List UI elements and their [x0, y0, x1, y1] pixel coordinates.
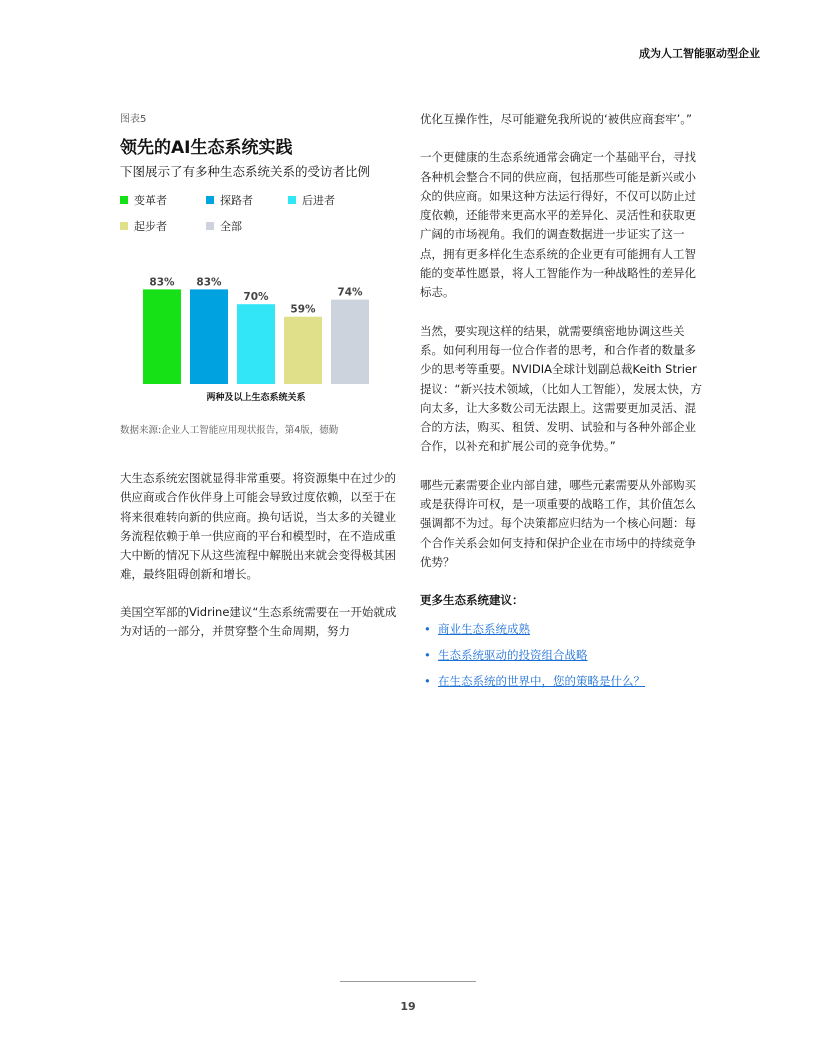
bullet-icon: •	[424, 622, 431, 637]
body-paragraph: 美国空军部的Vidrine建议“生态系统需要在一开始就成为对话的一部分，并贯穿整个生命周期，努力	[120, 604, 397, 639]
bar-value-label: 70%	[243, 291, 269, 304]
recommendation-links	[420, 622, 702, 689]
list-item	[420, 648, 702, 663]
legend-swatch	[288, 196, 296, 204]
bar-4	[284, 317, 322, 384]
bar-value-label: 83%	[196, 276, 222, 289]
figure-source: 数据来源:企业人工智能应用现状报告，第4版，德勤	[120, 425, 339, 436]
legend-swatch	[120, 196, 128, 204]
bar-5	[331, 300, 369, 384]
left-column	[120, 110, 398, 639]
legend-label: 探路者	[220, 194, 253, 207]
list-item	[420, 674, 702, 689]
legend-swatch	[206, 196, 214, 204]
legend-item	[120, 194, 167, 208]
left-body	[120, 469, 398, 659]
body-paragraph: 哪些元素需要企业内部自建，哪些元素需要从外部购买或是获得许可权，是一项重要的战略工作，其价值怎么强调都不为过。每个决策都应归结为一个核心问题：每个合作关系会如何支持和保护企业在市场中的持续竞争优势？	[420, 477, 696, 569]
bar-2	[190, 289, 228, 384]
legend-label: 后进者	[302, 194, 335, 207]
legend-label: 变革者	[134, 194, 167, 207]
figure-title: 领先的AI生态系统实践	[120, 138, 293, 158]
body-paragraph: 当然，要实现这样的结果，就需要缜密地协调这些关系。如何利用每一位合作者的思考，和合作者的数量多少的思考等重要。NVIDIA全球计划副总裁Keith Strier 提议：“新兴技术领域，（比如人工智能），发展太快，方向太多，让大多数公司无法跟上。这需要更加灵活、混合的方法，购买、租赁、发明、试验和与各种外部企业合作，以补充和扩展公司的竞争优势。”	[420, 323, 702, 454]
body-paragraph: 优化互操作性，尽可能避免我所说的‘被供应商套牢’。”	[420, 112, 693, 126]
link-ecosystem-strategy[interactable]: 在生态系统的世界中，您的策略是什么？	[438, 674, 645, 689]
figure-subtitle: 下图展示了有多种生态系统关系的受访者比例	[120, 164, 371, 179]
link-business-ecosystem[interactable]: 商业生态系统成熟	[438, 622, 530, 637]
bar-value-label: 74%	[337, 286, 363, 299]
figure-label: 图表5	[120, 114, 147, 125]
bar-value-label: 83%	[149, 276, 175, 289]
bullet-icon: •	[424, 648, 431, 663]
link-portfolio-strategy[interactable]: 生态系统驱动的投资组合战略	[438, 648, 588, 663]
list-item	[420, 622, 702, 637]
bar-value-label: 59%	[290, 303, 316, 316]
bullet-icon: •	[424, 674, 431, 689]
body-paragraph: 一个更健康的生态系统通常会确定一个基础平台，寻找各种机会整合不同的供应商，包括那些可能是新兴或小众的供应商。如果这种方法运行得好，不仅可以防止过度依赖，还能带来更高水平的差异化、灵活性和获取更广阔的市场视角。我们的调查数据进一步证实了这一点，拥有更多样化生态系统的企业更有可能拥有人工智能的变革性愿景，将人工智能作为一种战略性的差异化标志。	[420, 150, 696, 300]
legend-item	[206, 220, 242, 234]
legend-item	[288, 194, 335, 208]
legend-swatch	[120, 222, 128, 230]
legend-swatch	[206, 222, 214, 230]
page-number: 19	[400, 1000, 416, 1013]
bar-1	[143, 289, 181, 384]
bar-chart	[120, 258, 398, 410]
header-title: 成为人工智能驱动型企业	[639, 47, 760, 60]
more-ecosystem-heading: 更多生态系统建议：	[420, 593, 524, 608]
legend-label: 全部	[220, 220, 242, 233]
right-column	[420, 110, 702, 700]
legend-label: 起步者	[134, 220, 167, 233]
bar-3	[237, 304, 275, 384]
footer-divider	[340, 981, 476, 982]
bar-chart-svg	[120, 258, 398, 410]
legend-item	[206, 194, 253, 208]
x-axis-label: 两种及以上生态系统关系	[206, 393, 306, 403]
legend-item	[120, 220, 167, 234]
body-paragraph: 大生态系统宏图就显得非常重要。将资源集中在过少的供应商或合作伙伴身上可能会导致过度依赖，以至于在将来很难转向新的供应商。换句话说，当太多的关键业务流程依赖于单一供应商的平台和模型时，在不造成重大中断的情况下从这些流程中解脱出来就会变得极其困难，最终阻碍创新和增长。	[120, 471, 396, 582]
